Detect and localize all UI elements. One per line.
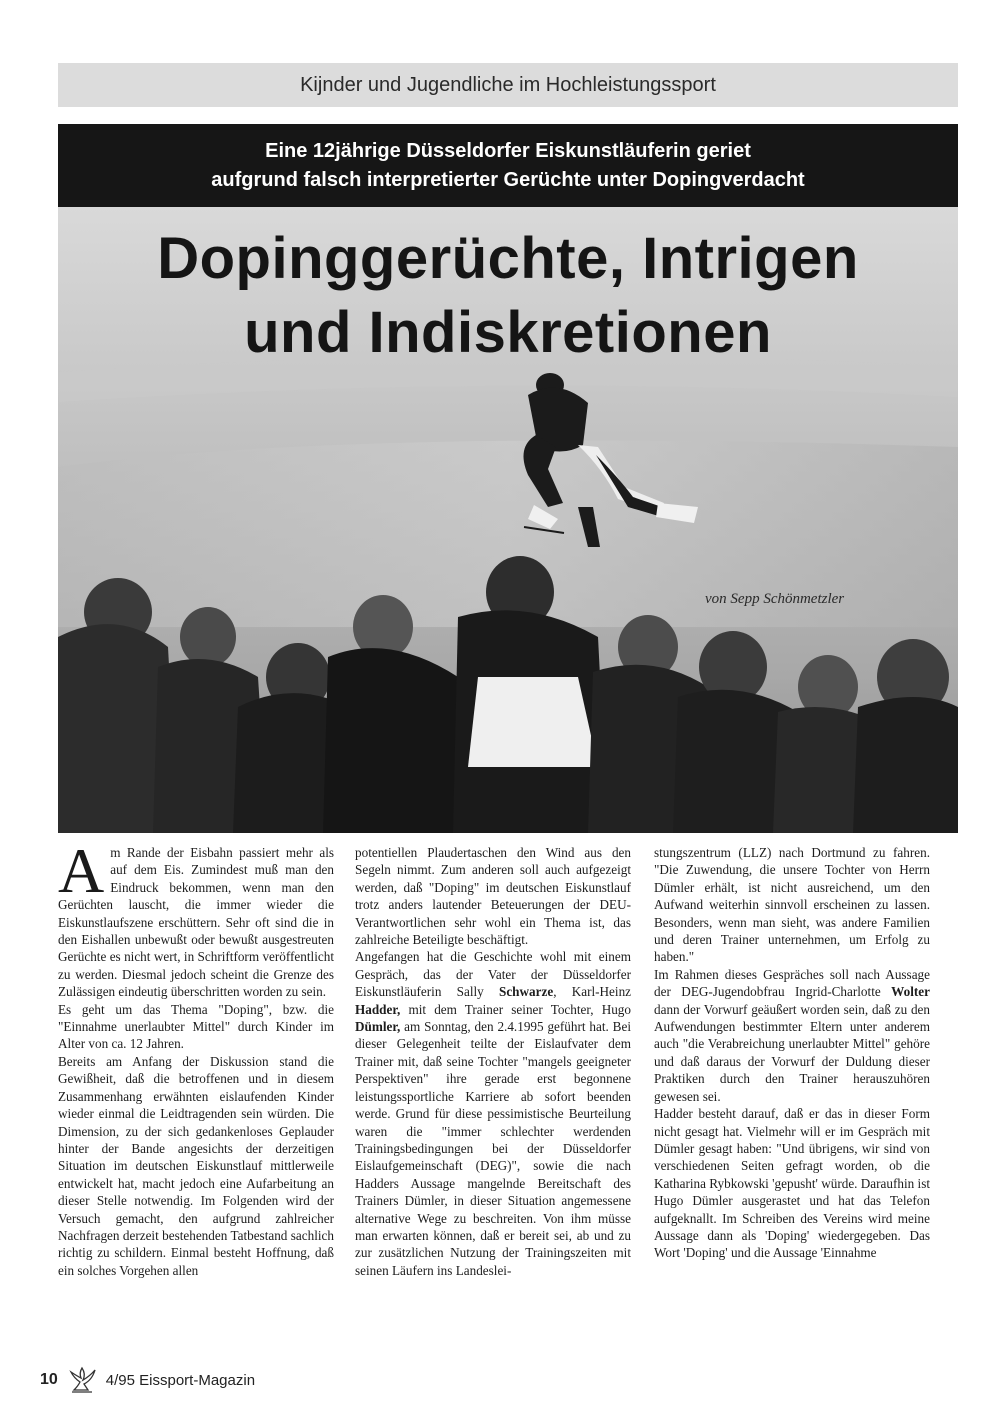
subhead-line-2: aufgrund falsch interpretierter Gerüchte unter Dopingverdacht (211, 168, 805, 191)
paragraph: Bereits am Anfang der Diskussion stand die Gewißheit, daß die betroffenen und in diesem Zusammenhang erwähnten eislaufenden Kinder wieder einmal die Leidtragenden sein würden. Die Dimension, zu der sich gedankenloses Geplauder hinter der Bande angesichts der derzeitigen Situation im deutschen Eiskunstlauf mittlerweile entwickelt hat, macht jedoch eine Aufarbeitung an dieser Stelle notwendig. Im Folgenden wird der Versuch gemacht, den aufgrund zahlreicher Nachfragen derzeit bestehenden Tatbestand sachlich richtig zu schildern. Einmal besteht Hoffnung, daß ein solches Vorgehen allen (58, 1053, 334, 1278)
paragraph: stungszentrum (LLZ) nach Dortmund zu fahren. "Die Zuwendung, die unsere Tochter von Herrn Dümler erhält, ist nicht ausreichend, um den Aufwand weiterhin sinnvoll erscheinen zu lassen. Besonders, wenn man sieht, was andere Familien und deren Trainer unternehmen, um Erfolg zu haben." (654, 845, 930, 965)
subhead-banner (58, 124, 958, 207)
article-body (58, 835, 958, 1354)
paragraph-text: , Karl-Heinz (553, 984, 632, 1000)
issue-label: 4/95 Eissport-Magazin (105, 1371, 256, 1389)
name-duemler: Dümler, (355, 1019, 401, 1035)
name-hadder: Hadder, (355, 1001, 401, 1017)
section-bar-label: Kijnder und Jugendliche im Hochleistungssport (300, 73, 716, 96)
paragraph: Es geht um das Thema "Doping", bzw. die "Einnahme unerlaubter Mittel" durch Kinder im Alter von ca. 12 Jahren. (58, 1001, 334, 1052)
section-bar (58, 63, 958, 107)
headline-line-1: Dopinggerüchte, Intrigen (157, 226, 859, 291)
article-column-3 (654, 844, 930, 1262)
paragraph-text: mit dem Trainer seiner Tochter, Hugo (400, 1001, 631, 1017)
paragraph: potentiellen Plaudertaschen den Wind aus den Segeln nimmt. Zum anderen soll auch aufgezeigt werden, daß "Doping" im deutschen Eiskunstlauf trotz anders lautender Beteuerungen der DEU-Verantwortlichen sehr wohl ein Thema ist, das zahlreiche Beteiligte beschäftigt. (355, 845, 631, 948)
name-schwarze: Schwarze (498, 984, 554, 1000)
headline-line-2: und Indiskretionen (244, 300, 772, 365)
byline: von Sepp Schönmetzler (705, 591, 845, 607)
subhead-line-1: Eine 12jährige Düsseldorfer Eiskunstläuferin geriet (265, 139, 751, 162)
paragraph-text: Angefangen hat die Geschichte wohl mit einem Gespräch, das der Vater der Düsseldorfer Eiskunstläuferin Sally (355, 949, 631, 1000)
page-footer (40, 1366, 255, 1394)
dropcap: A (58, 835, 105, 906)
paragraph (58, 835, 334, 1001)
article-column-2 (355, 844, 631, 1279)
paragraph: Hadder besteht darauf, daß er das in dieser Form nicht gesagt hat. Vielmehr will er im Gespräch mit Dümler gesagt haben: "Und übrigens, wir sind von verschiedenen Seiten gefragt worden, ob die Katharina Rybkowski 'gepusht' würde. Daraufhin ist Hugo Dümler ausgerastet und hat das Telefon aufgeknallt. Im Schreiben des Vereins wird meine Aussage dann als 'Doping' wiedergegeben. Das Wort 'Doping' und die Aussage 'Einnahme (654, 1106, 930, 1261)
paragraph-text: Im Rahmen dieses Gespräches soll nach Aussage der DEG-Jugendobfrau Ingrid-Charlotte (654, 966, 930, 1000)
paragraph-text: m Rande der Eisbahn passiert mehr als auf dem Eis. Zumindest muß man den Eindruck bekommen, wenn man den Gerüchten lauscht, die immer wieder die Eiskunstlaufszene erschüttern. Sehr oft sind die in den Eishallen unbewußt oder bewußt ausgestreuten Gerüchte es nicht wert, in Schriftform veröffentlicht zu werden. Diesmal jedoch scheint die Grenze des Zulässigen eindeutig überschritten worden zu sein. (58, 845, 334, 1000)
headline (58, 222, 958, 370)
paragraph-text: am Sonntag, den 2.4.1995 geführt hat. Bei dieser Gelegenheit teilte der Eislaufvater dem Trainer mit, daß seine Tochter "mangels geeigneter Perspektiven" ihre gerade erst begonnene leistungssportliche Karriere ab sofort beenden werde. Grund für diese pessimistische Beurteilung waren die "immer schlechter werdenden Trainingsbedingungen bei der Düsseldorfer Eislaufgemeinschaft (DEG)", sowie die nach Hadders Aussage mangelnde Bereitschaft des Trainers Dümler, in dieser Situation angemessene alternative Wege zu beschreiten. Von ihm müsse man erwarten können, daß er bereit sei, ab und zu zur zusätzlichen Nutzung der Trainingszeiten mit seinen Läufern ins Landeslei- (355, 1019, 631, 1278)
paragraph-text: dann der Vorwurf geäußert worden sein, daß zu den Aufwendungen bestimmter Eltern unter anderem auch "die Verabreichung unerlaubter Mittel" gehöre und daß daraus der Vorwurf der Duldung dieser Praktiken durch den Trainer herauszuhören gewesen sei. (654, 1001, 930, 1104)
paragraph (355, 948, 631, 1279)
paragraph (654, 966, 930, 1105)
name-wolter: Wolter (891, 984, 930, 1000)
page-number: 10 (40, 1371, 58, 1388)
skater-logo-icon (68, 1366, 98, 1394)
article-column-1 (58, 835, 334, 1279)
